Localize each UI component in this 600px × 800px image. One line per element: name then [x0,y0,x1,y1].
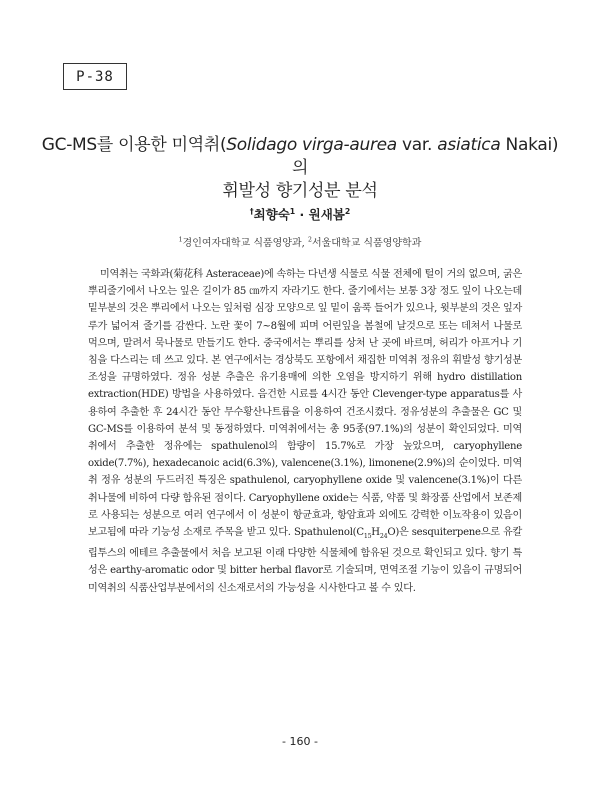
affiliation-1-mark: 1 [178,236,183,244]
title-var: var. [396,135,438,155]
abstract-text-2: O)은 sesquiterpene으로 유칼립투스의 에테르 추출물에서 처음 보고된 이래 다양한 식물체에 함유된 것으로 확인되고 있다. 향기 특성은 earthy-aromatic odor 및 bitter herbal flavor로 기술되며, 면역조절 기능이 있음이 규명되어 미역취의 식품산업부분에서의 신소재로서의 가능성을 시사한다고 볼 수 있다. [88,527,522,594]
formula-h: H [371,527,380,539]
affiliation-2-mark: 2 [308,236,312,244]
formula-subscript-h: 24 [379,533,388,541]
title-species: Solidago virga-aurea [226,135,397,155]
author-separator: · [295,207,309,222]
author-1-affil: 1 [289,206,296,216]
abstract-body [88,266,522,597]
author-list [0,205,600,223]
formula-subscript-c: 15 [363,533,372,541]
author-2: 원새봄 [308,207,345,222]
affiliation-2: 서울대학교 식품영양학과 [311,238,422,249]
title-line-2: 휘발성 향기성분 분석 [222,181,378,201]
title-prefix: GC-MS를 이용한 미역취( [41,135,227,155]
author-2-affil: 2 [344,206,351,216]
page-number: - 160 - [282,735,318,748]
poster-number-label [63,63,127,90]
affiliation-1: 경인여자대학교 식품영양과, [182,238,308,249]
abstract-text-1: 미역취는 국화과(菊花科 Asteraceae)에 속하는 다년생 식물로 식물 전체에 털이 거의 없으며, 굵은 뿌리줄기에서 나오는 잎은 길이가 85 ㎝까지 자라기도 한다. 줄기에서는 보통 3장 정도 잎이 나오는데 밑부분의 것은 뿌리에서 나오는 잎처럼 심장 모양으로 잎 밑이 움푹 들어가 있으나, 윗부분의 것은 잎자루가 넓어져 줄기를 감싼다. 노란 꽃이 7~8월에 피며 어린잎을 봄철에 날것으로 또는 데쳐서 나물로 먹으며, 말려서 묵나물로 만들기도 한다. 중국에서는 뿌리를 상처 난 곳에 바르며, 허리가 아프거나 기침을 다스리는 데 쓰고 있다. 본 연구에서는 경상북도 포항에서 채집한 미역취 정유의 휘발성 향기성분 조성을 규명하였다. 정유 성분 추출은 유기용매에 의한 오염을 방지하기 위해 hydro distillation extraction(HDE) 방법을 사용하였다. 음건한 시료를 4시간 동안 Clevenger-type apparatus를 사용하여 추출한 후 24시간 동안 무수황산나트륨을 이용하여 건조시켰다. 정유성분의 추출물은 GC 및 GC-MS를 이용하여 분석 및 동정하였다. 미역취에서는 총 95종(97.1%)의 성분이 확인되었다. 미역취에서 추출한 정유에는 spathulenol의 함량이 15.7%로 가장 높았으며, caryophyllene oxide(7.7%), hexadecanoic acid(6.3%), valencene(3.1%), limonene(2.9%)의 순이었다. 미역취 정유 성분의 두드러진 특징은 spathulenol, caryophyllene oxide 및 valencene(3.1%)이 다른 취나물에 비하여 다량 함유된 점이다. Caryophyllene oxide는 식품, 약품 및 화장품 산업에서 보존제로 사용되는 성분으로 여러 연구에서 이 성분이 항균효과, 항암효과 외에도 강력한 이뇨작용이 있음이 보고됨에 따라 기능성 소재로 주목을 받고 있다. Spathulenol(C [88,269,522,539]
title-variety: asiatica [437,135,501,155]
author-1: 최향숙 [253,207,290,222]
corresponding-mark: † [249,206,254,216]
title-line-1 [40,134,560,180]
paper-title [40,134,560,203]
affiliations [0,234,600,249]
title-suffix: Nakai)의 [291,135,559,178]
poster-number-text: P-38 [76,68,114,85]
